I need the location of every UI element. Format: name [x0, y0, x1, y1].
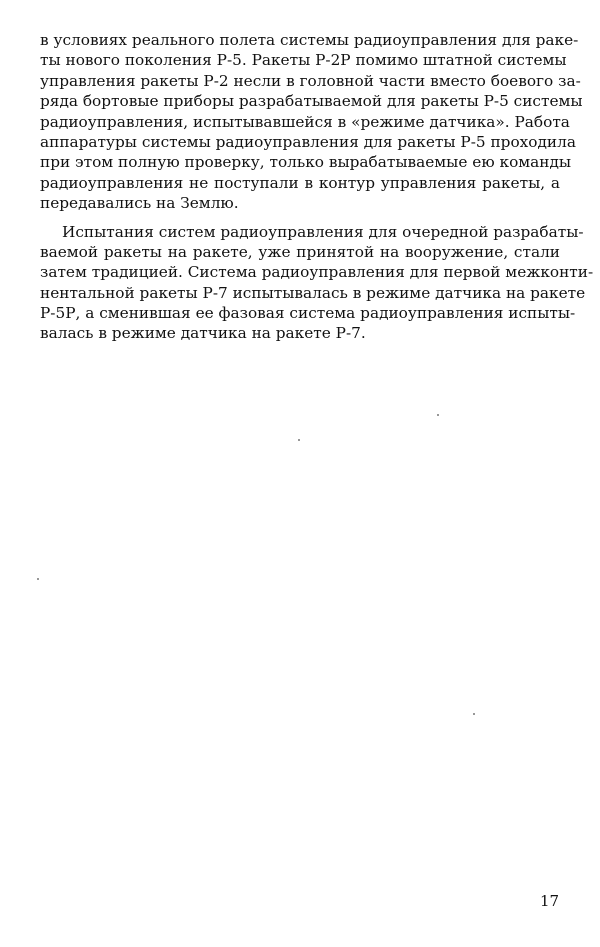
body-text — [40, 30, 594, 344]
text-line: Р-5Р, а сменившая ее фазовая система радиоуправления испыты- — [40, 304, 576, 323]
text-line: валась в режиме датчика на ракете Р-7. — [40, 324, 366, 343]
scan-speck — [298, 439, 300, 441]
scan-speck — [37, 578, 39, 580]
paragraph-2 — [40, 222, 594, 344]
text-line: аппаратуры системы радиоуправления для ракеты Р-5 проходила — [40, 132, 576, 151]
text-line: ваемой ракеты на ракете, уже принятой на вооружение, стали — [40, 242, 560, 261]
text-line: радиоуправления не поступали в контур управления ракеты, а — [40, 173, 560, 192]
page-number: 17 — [540, 892, 560, 910]
text-line: ты нового поколения Р-5. Ракеты Р-2Р помимо штатной системы — [40, 51, 567, 70]
text-line: затем традицией. Система радиоуправления для первой межконти- — [40, 263, 594, 282]
text-line: при этом полную проверку, только вырабатываемые ею команды — [40, 153, 572, 172]
text-line: передавались на Землю. — [40, 194, 239, 213]
paragraph-1 — [40, 30, 583, 214]
text-line: нентальной ракеты Р-7 испытывалась в режиме датчика на ракете — [40, 283, 586, 302]
text-line: управления ракеты Р-2 несли в головной части вместо боевого за- — [40, 71, 581, 90]
text-line: ряда бортовые приборы разрабатываемой для ракеты Р-5 системы — [40, 92, 583, 111]
text-line: в условиях реального полета системы радиоуправления для раке- — [40, 31, 579, 49]
text-line: Испытания систем радиоуправления для очередной разрабаты- — [62, 222, 584, 241]
paragraph-gap — [40, 214, 560, 222]
scan-speck — [437, 414, 439, 416]
scan-speck — [473, 713, 475, 715]
text-line: радиоуправления, испытывавшейся в «режиме датчика». Работа — [40, 112, 570, 131]
